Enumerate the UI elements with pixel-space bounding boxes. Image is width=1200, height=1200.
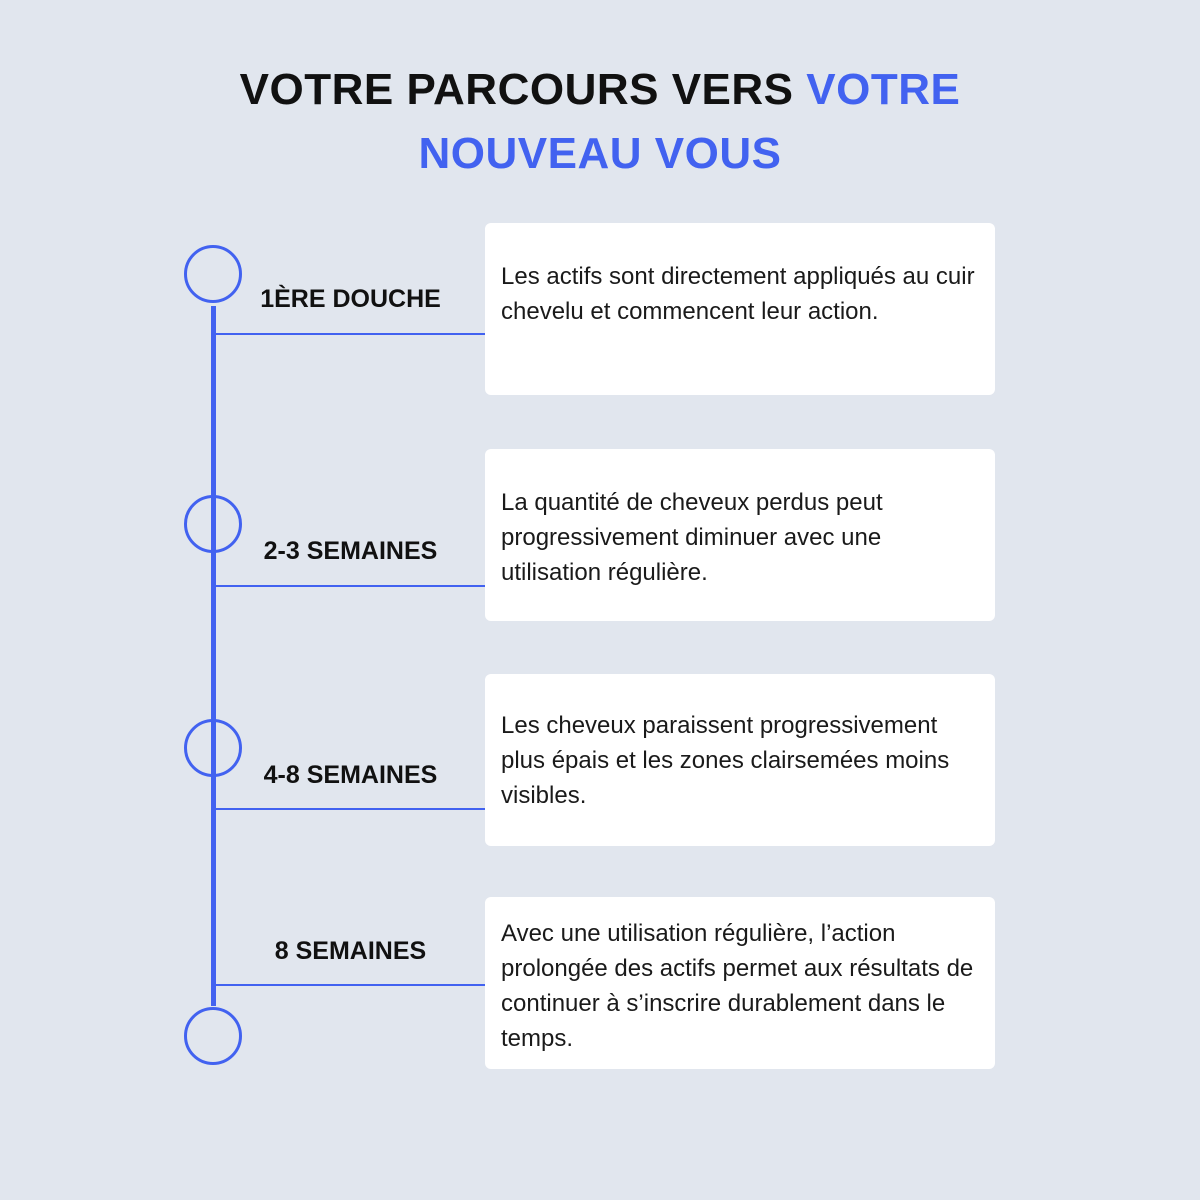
step-card-1 [485, 223, 995, 395]
step-connector-3 [216, 808, 485, 810]
step-card-2 [485, 449, 995, 621]
title-line-1 [0, 58, 1200, 122]
step-label-3: 4-8 SEMAINES [263, 761, 438, 789]
step-connector-4 [216, 984, 485, 986]
title-accent-text-1: VOTRE [806, 65, 961, 114]
step-description-2: La quantité de cheveux perdus peut progressivement diminuer avec une utilisation régulière. [501, 489, 883, 586]
step-card-4 [485, 897, 995, 1069]
step-card-3 [485, 674, 995, 846]
step-label-2: 2-3 SEMAINES [263, 537, 438, 565]
step-connector-2 [216, 585, 485, 587]
title-dark-text: VOTRE PARCOURS VERS [239, 65, 807, 114]
step-label-1: 1ÈRE DOUCHE [260, 285, 441, 313]
step-description-4: Avec une utilisation régulière, l’action prolongée des actifs permet aux résultats de continuer à s’inscrire durablement dans le temps. [501, 920, 974, 1052]
title-accent-text-2: NOUVEAU VOUS [418, 129, 782, 178]
timeline-vertical-line [211, 306, 216, 1006]
step-connector-1 [216, 333, 485, 335]
timeline-node-circle-end [184, 1007, 242, 1065]
step-description-3: Les cheveux paraissent progressivement plus épais et les zones clairsemées moins visibles. [501, 712, 950, 809]
page-title [0, 58, 1200, 186]
step-description-1: Les actifs sont directement appliqués au cuir chevelu et commencent leur action. [501, 263, 975, 325]
step-label-4: 8 SEMAINES [274, 937, 427, 965]
